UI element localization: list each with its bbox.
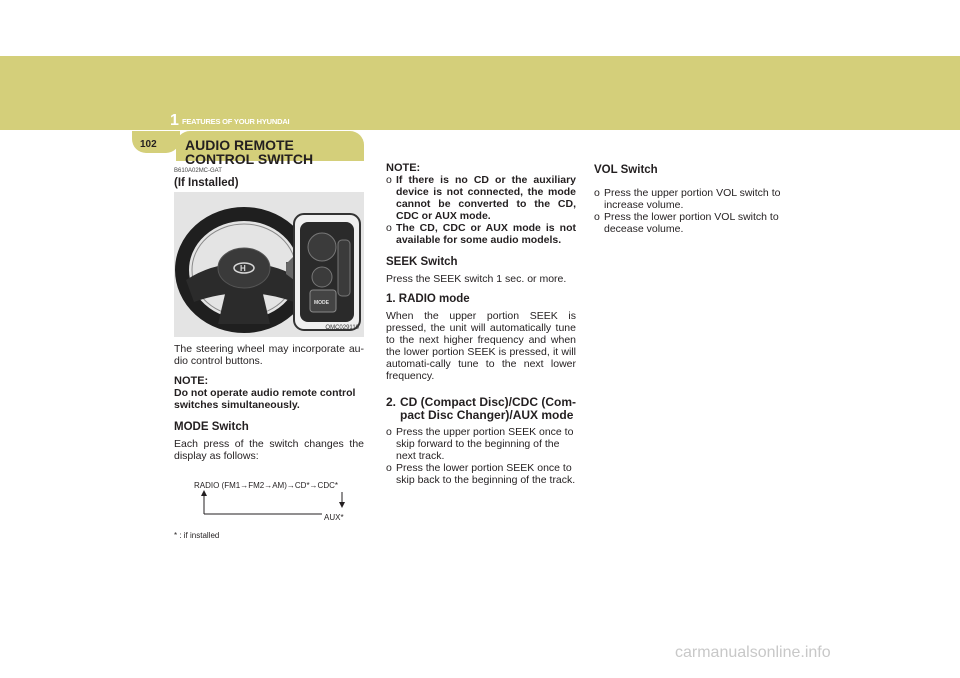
installed-footnote: * : if installed xyxy=(174,531,220,540)
column-right xyxy=(594,164,786,235)
mode-switch-heading: MODE Switch xyxy=(174,421,249,433)
mode-button-label: MODE xyxy=(314,300,329,306)
page-number: 102 xyxy=(140,139,157,150)
if-installed-label: (If Installed) xyxy=(174,177,239,189)
vol-bullet: o Press the upper portion VOL switch to increase volume. xyxy=(594,187,781,211)
steering-wheel-figure xyxy=(174,192,364,337)
note-text: Do not operate audio remote control switches simultaneously. xyxy=(174,387,356,411)
radio-mode-text: When the upper portion SEEK is pressed, the unit will automatically tune to the next higher frequency and when the lower portion SEEK is pressed, it will automati-cally tune to the next lower frequency. xyxy=(386,310,576,382)
steering-wheel-illustration xyxy=(174,192,364,337)
vol-bullet: o Press the lower portion VOL switch to decease volume. xyxy=(594,211,779,235)
vol-switch-heading: VOL Switch xyxy=(594,164,658,176)
column-middle xyxy=(386,162,576,486)
column-left xyxy=(174,165,364,542)
mode-flow-diagram xyxy=(174,480,364,530)
mode-flow-aux: AUX* xyxy=(324,513,344,522)
intro-paragraph: The steering wheel may incorporate au-dio control buttons. xyxy=(174,343,364,367)
note2-heading: NOTE: xyxy=(386,162,421,174)
chapter-title: FEATURES OF YOUR HYUNDAI xyxy=(182,117,290,126)
cd-mode-heading: 2. CD (Compact Disc)/CDC (Com-pact Disc Changer)/AUX mode xyxy=(386,395,577,422)
cd-bullet: o Press the lower portion SEEK once to skip back to the beginning of the track. xyxy=(386,462,576,486)
radio-mode-heading: 1. RADIO mode xyxy=(386,293,470,305)
note2-bullet: o The CD, CDC or AUX mode is not available for some audio models. xyxy=(386,222,576,246)
watermark: carmanualsonline.info xyxy=(675,644,831,661)
svg-text:H: H xyxy=(240,264,246,273)
chapter-number: 1 xyxy=(170,112,179,129)
seek-switch-heading: SEEK Switch xyxy=(386,256,458,268)
section-title: AUDIO REMOTE CONTROL SWITCH xyxy=(185,137,314,167)
header-band xyxy=(0,56,960,130)
section-code: B610A02MC-GAT xyxy=(174,168,222,174)
mode-flow-text: RADIO (FM1→FM2→AM)→CD*→CDC* xyxy=(194,481,338,490)
seek-switch-text: Press the SEEK switch 1 sec. or more. xyxy=(386,273,567,285)
note-heading: NOTE: xyxy=(174,375,209,387)
figure-code: OMC029110 xyxy=(325,325,359,331)
cd-bullet: o Press the upper portion SEEK once to skip forward to the beginning of the next track. xyxy=(386,426,574,462)
note2-bullet: o If there is no CD or the auxiliary device is not connected, the mode cannot be converted to the CD, CDC or AUX mode. xyxy=(386,174,576,222)
mode-switch-text: Each press of the switch changes the display as follows: xyxy=(174,438,364,462)
